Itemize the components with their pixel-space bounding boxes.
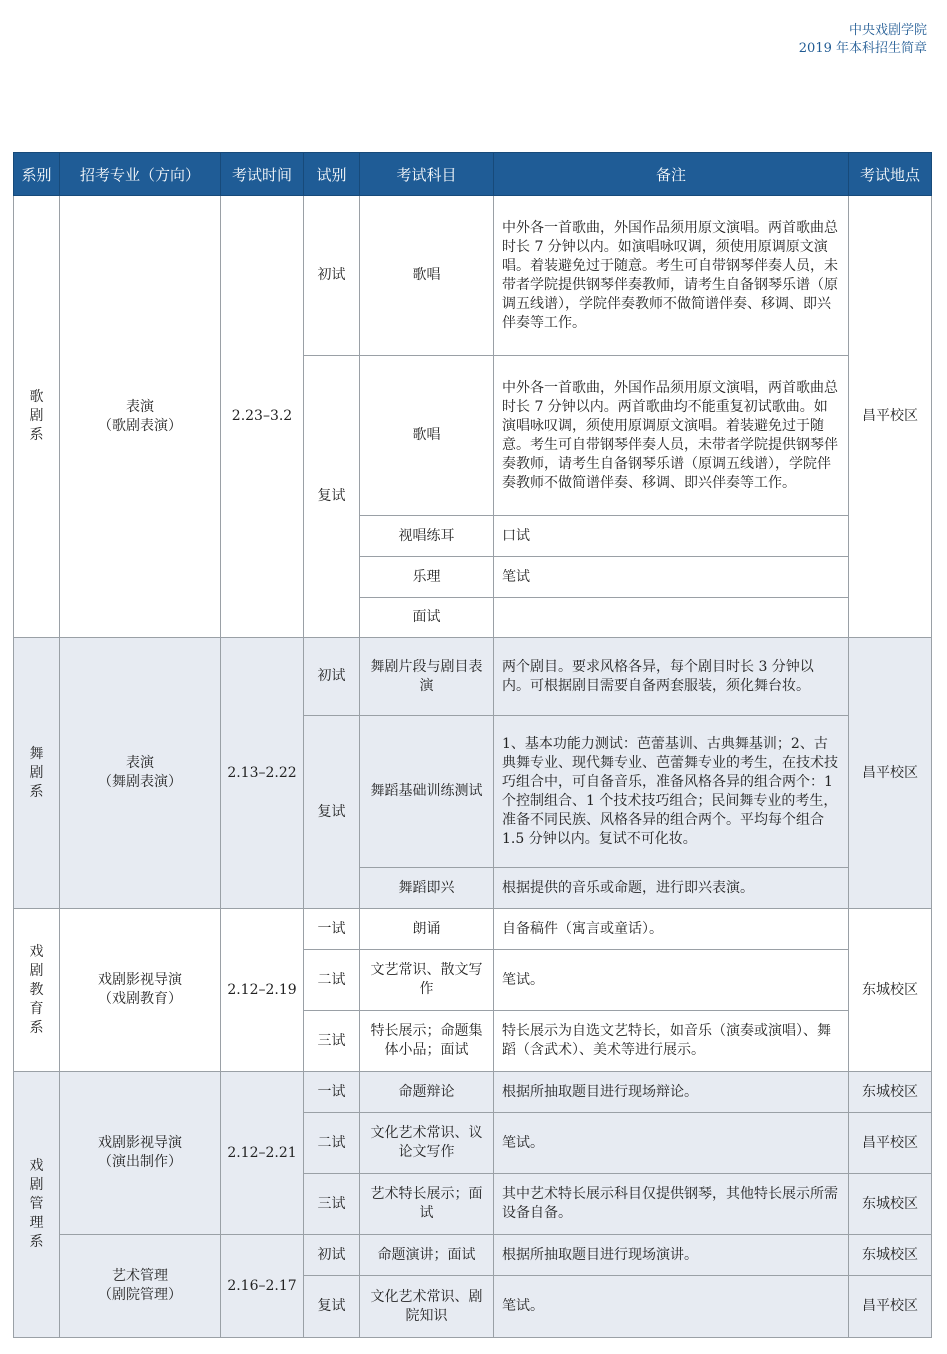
header-dept: 系别 bbox=[14, 153, 60, 196]
location-cell: 东城校区 bbox=[849, 1072, 932, 1113]
time-cell: 2.16–2.17 bbox=[221, 1235, 304, 1338]
note-cell: 中外各一首歌曲，外国作品须用原文演唱，两首歌曲总时长 7 分钟以内。两首歌曲均不能重复初试歌曲。如演唱咏叹调，须使用原调原文演唱。着装避免过于随意。考生可自带钢琴伴奏人员，未带者学院提供钢琴伴奏教师，请考生自备钢琴乐谱（原调五线谱），学院伴奏教师不做简谱伴奏、移调、即兴伴奏等工作。 bbox=[494, 356, 849, 516]
round-cell: 初试 bbox=[304, 1235, 360, 1276]
round-cell: 初试 bbox=[304, 638, 360, 716]
major-cell: 表演 （舞剧表演） bbox=[60, 638, 221, 909]
time-cell: 2.13–2.22 bbox=[221, 638, 304, 909]
header-major: 招考专业（方向） bbox=[60, 153, 221, 196]
subject-cell: 歌唱 bbox=[360, 356, 494, 516]
round-cell: 三试 bbox=[304, 1174, 360, 1235]
dept-cell: 歌剧系 bbox=[14, 196, 60, 638]
subject-cell: 朗诵 bbox=[360, 909, 494, 950]
subject-cell: 文艺常识、散文写作 bbox=[360, 950, 494, 1011]
major-cell: 戏剧影视导演 （演出制作） bbox=[60, 1072, 221, 1235]
table-header-row bbox=[14, 153, 932, 196]
round-cell: 复试 bbox=[304, 1276, 360, 1338]
subject-cell: 舞蹈基础训练测试 bbox=[360, 716, 494, 868]
note-cell: 根据所抽取题目进行现场演讲。 bbox=[494, 1235, 849, 1276]
page-header bbox=[799, 22, 927, 58]
location-cell: 昌平校区 bbox=[849, 638, 932, 909]
round-cell: 初试 bbox=[304, 196, 360, 356]
note-cell: 口试 bbox=[494, 516, 849, 557]
dept-cell: 舞剧系 bbox=[14, 638, 60, 909]
round-cell: 二试 bbox=[304, 1113, 360, 1174]
round-cell: 一试 bbox=[304, 1072, 360, 1113]
location-cell: 东城校区 bbox=[849, 1235, 932, 1276]
major-cell: 戏剧影视导演 （戏剧教育） bbox=[60, 909, 221, 1072]
note-cell: 笔试。 bbox=[494, 1113, 849, 1174]
table-row bbox=[14, 638, 932, 716]
dept-cell: 戏剧管理系 bbox=[14, 1072, 60, 1338]
subject-cell: 歌唱 bbox=[360, 196, 494, 356]
location-cell: 东城校区 bbox=[849, 909, 932, 1072]
admissions-table bbox=[13, 152, 932, 1338]
note-cell: 根据所抽取题目进行现场辩论。 bbox=[494, 1072, 849, 1113]
round-cell: 复试 bbox=[304, 356, 360, 638]
time-cell: 2.12–2.19 bbox=[221, 909, 304, 1072]
subject-cell: 视唱练耳 bbox=[360, 516, 494, 557]
note-cell: 笔试。 bbox=[494, 1276, 849, 1338]
note-cell: 特长展示为自选文艺特长，如音乐（演奏或演唱）、舞蹈（含武术）、美术等进行展示。 bbox=[494, 1011, 849, 1072]
header-subject: 考试科目 bbox=[360, 153, 494, 196]
round-cell: 二试 bbox=[304, 950, 360, 1011]
school-name: 中央戏剧学院 bbox=[848, 23, 927, 38]
time-cell: 2.23–3.2 bbox=[221, 196, 304, 638]
table-row bbox=[14, 1235, 932, 1276]
location-cell: 昌平校区 bbox=[849, 1113, 932, 1174]
dept-cell: 戏剧教育系 bbox=[14, 909, 60, 1072]
note-cell: 笔试。 bbox=[494, 950, 849, 1011]
subject-cell: 文化艺术常识、剧院知识 bbox=[360, 1276, 494, 1338]
major-cell: 艺术管理 （剧院管理） bbox=[60, 1235, 221, 1338]
round-cell: 一试 bbox=[304, 909, 360, 950]
header-note: 备注 bbox=[494, 153, 849, 196]
brochure-title: 2019 年本科招生简章 bbox=[798, 41, 927, 56]
subject-cell: 文化艺术常识、议论文写作 bbox=[360, 1113, 494, 1174]
subject-cell: 面试 bbox=[360, 598, 494, 638]
location-cell: 东城校区 bbox=[849, 1174, 932, 1235]
major-cell: 表演 （歌剧表演） bbox=[60, 196, 221, 638]
note-cell: 中外各一首歌曲，外国作品须用原文演唱。两首歌曲总时长 7 分钟以内。如演唱咏叹调，须使用原调原文演唱。着装避免过于随意。考生可自带钢琴伴奏人员，未带者学院提供钢琴伴奏教师，请考生自备钢琴乐谱（原调五线谱），学院伴奏教师不做简谱伴奏、移调、即兴伴奏等工作。 bbox=[494, 196, 849, 356]
round-cell: 复试 bbox=[304, 716, 360, 909]
subject-cell: 特长展示；命题集体小品；面试 bbox=[360, 1011, 494, 1072]
note-cell: 自备稿件（寓言或童话）。 bbox=[494, 909, 849, 950]
note-cell bbox=[494, 598, 849, 638]
round-cell: 三试 bbox=[304, 1011, 360, 1072]
subject-cell: 乐理 bbox=[360, 557, 494, 598]
note-cell: 1、基本功能力测试：芭蕾基训、古典舞基训；2、古典舞专业、现代舞专业、芭蕾舞专业的考生，在技术技巧组合中，可自备音乐，准备风格各异的组合两个：1 个控制组合、1 个技术技巧组合；民间舞专业的考生，准备不同民族、风格各异的组合两个。平均每个组合 1.5 分钟以内。复试不可化妆。 bbox=[494, 716, 849, 868]
subject-cell: 舞剧片段与剧目表演 bbox=[360, 638, 494, 716]
table-row bbox=[14, 196, 932, 356]
header-time: 考试时间 bbox=[221, 153, 304, 196]
note-cell: 笔试 bbox=[494, 557, 849, 598]
location-cell: 昌平校区 bbox=[849, 196, 932, 638]
note-cell: 两个剧目。要求风格各异，每个剧目时长 3 分钟以内。可根据剧目需要自备两套服装，须化舞台妆。 bbox=[494, 638, 849, 716]
time-cell: 2.12–2.21 bbox=[221, 1072, 304, 1235]
note-cell: 其中艺术特长展示科目仅提供钢琴，其他特长展示所需设备自备。 bbox=[494, 1174, 849, 1235]
subject-cell: 命题辩论 bbox=[360, 1072, 494, 1113]
header-location: 考试地点 bbox=[849, 153, 932, 196]
subject-cell: 命题演讲；面试 bbox=[360, 1235, 494, 1276]
subject-cell: 艺术特长展示；面试 bbox=[360, 1174, 494, 1235]
table-row bbox=[14, 1072, 932, 1113]
table-row bbox=[14, 909, 932, 950]
note-cell: 根据提供的音乐或命题，进行即兴表演。 bbox=[494, 868, 849, 909]
header-round: 试别 bbox=[304, 153, 360, 196]
location-cell: 昌平校区 bbox=[849, 1276, 932, 1338]
subject-cell: 舞蹈即兴 bbox=[360, 868, 494, 909]
